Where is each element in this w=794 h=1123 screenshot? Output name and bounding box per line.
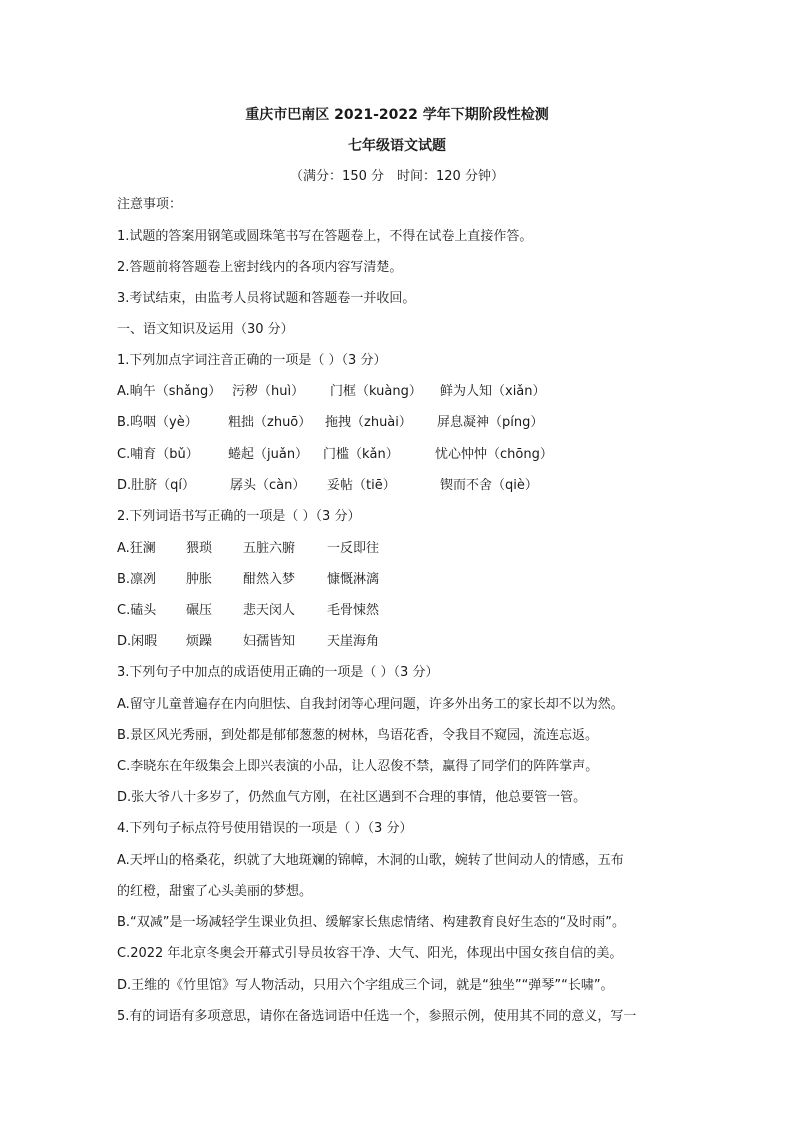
option-item: 蜷起（juǎn） <box>228 447 309 462</box>
option-item: 酣然入梦 <box>243 572 296 587</box>
notes-heading: 注意事项： <box>117 197 183 212</box>
option-item: 猥琐 <box>186 541 213 556</box>
note-item: 1.试题的答案用钢笔或圆珠笔书写在答题卷上，不得在试卷上直接作答。 <box>117 229 533 244</box>
option-item: C.哺育（bǔ） <box>117 447 199 462</box>
question-stem: 4.下列句子标点符号使用错误的一项是（ ）（3 分） <box>117 821 413 836</box>
option-item: B.凛冽 <box>117 572 157 587</box>
option-item: 慷慨淋漓 <box>327 572 380 587</box>
option-line: D.王维的《竹里馆》写人物活动，只用六个字组成三个词，就是“独坐”“弹琴”“长啸”。 <box>117 978 614 993</box>
option-item: 一反即往 <box>327 541 380 556</box>
option-item: 锲而不舍（qiè） <box>440 478 538 493</box>
option-line: B.景区风光秀丽，到处都是郁郁葱葱的树林，鸟语花香，令我目不窥园，流连忘返。 <box>117 728 599 743</box>
question-stem: 3.下列句子中加点的成语使用正确的一项是（ ）（3 分） <box>117 665 439 680</box>
option-item: 妥帖（tiē） <box>327 478 396 493</box>
option-item: 屏息凝神（píng） <box>437 415 544 430</box>
option-line: A.天坪山的格桑花，织就了大地斑斓的锦幛，木洞的山歌，婉转了世间动人的情感，五布 <box>117 853 624 868</box>
section-heading: 一、语文知识及运用（30 分） <box>117 322 294 337</box>
option-item: 毛骨悚然 <box>327 603 380 618</box>
option-item: C.磕头 <box>117 603 157 618</box>
option-item: 拖拽（zhuài） <box>325 415 412 430</box>
option-line: 的红橙，甜蜜了心头美丽的梦想。 <box>117 884 313 899</box>
option-item: 碾压 <box>186 603 213 618</box>
option-item: D.肚脐（qí） <box>117 478 196 493</box>
option-item: 天崖海角 <box>327 634 380 649</box>
option-item: A.晌午（shǎng） <box>117 384 222 399</box>
note-item: 3.考试结束，由监考人员将试题和答题卷一并收回。 <box>117 291 416 306</box>
option-line: A.留守儿童普遍存在内向胆怯、自我封闭等心理问题，许多外出务工的家长却不以为然。 <box>117 697 624 712</box>
option-item: 门框（kuàng） <box>330 384 422 399</box>
option-item: 忧心忡忡（chōng） <box>435 447 553 462</box>
question-stem: 2.下列词语书写正确的一项是（ ）（3 分） <box>117 509 361 524</box>
option-item: 鲜为人知（xiǎn） <box>440 384 546 399</box>
option-item: 五脏六腑 <box>243 541 296 556</box>
question-stem: 1.下列加点字词注音正确的一项是（ ）（3 分） <box>117 353 387 368</box>
option-item: D.闲暇 <box>117 634 158 649</box>
option-item: 孱头（càn） <box>230 478 306 493</box>
option-item: 污秽（huì） <box>232 384 305 399</box>
exam-meta: （满分：150 分 时间：120 分钟） <box>290 169 504 184</box>
option-line: B.“双减”是一场减轻学生课业负担、缓解家长焦虑情绪、构建教育良好生态的“及时雨”。 <box>117 915 625 930</box>
exam-subtitle: 七年级语文试题 <box>348 138 446 154</box>
option-line: C.2022 年北京冬奥会开幕式引导员妆容干净、大气、阳光，体现出中国女孩自信的美。 <box>117 946 623 961</box>
option-item: 烦躁 <box>186 634 213 649</box>
option-item: 肿胀 <box>186 572 213 587</box>
option-item: 粗拙（zhuō） <box>228 415 312 430</box>
option-item: B.呜咽（yè） <box>117 415 198 430</box>
note-item: 2.答题前将答题卷上密封线内的各项内容写清楚。 <box>117 260 403 275</box>
question-stem: 5.有的词语有多项意思，请你在备选词语中任选一个，参照示例，使用其不同的意义，写一 <box>117 1009 637 1024</box>
option-line: D.张大爷八十多岁了，仍然血气方刚，在社区遇到不合理的事情，他总要管一管。 <box>117 790 587 805</box>
option-item: 门槛（kǎn） <box>323 447 399 462</box>
option-item: 悲天闵人 <box>243 603 296 618</box>
option-line: C.李晓东在年级集会上即兴表演的小品，让人忍俊不禁，赢得了同学们的阵阵掌声。 <box>117 759 599 774</box>
exam-title: 重庆市巴南区 2021-2022 学年下期阶段性检测 <box>245 107 549 123</box>
option-item: 妇孺皆知 <box>243 634 296 649</box>
option-item: A.狂澜 <box>117 541 156 556</box>
